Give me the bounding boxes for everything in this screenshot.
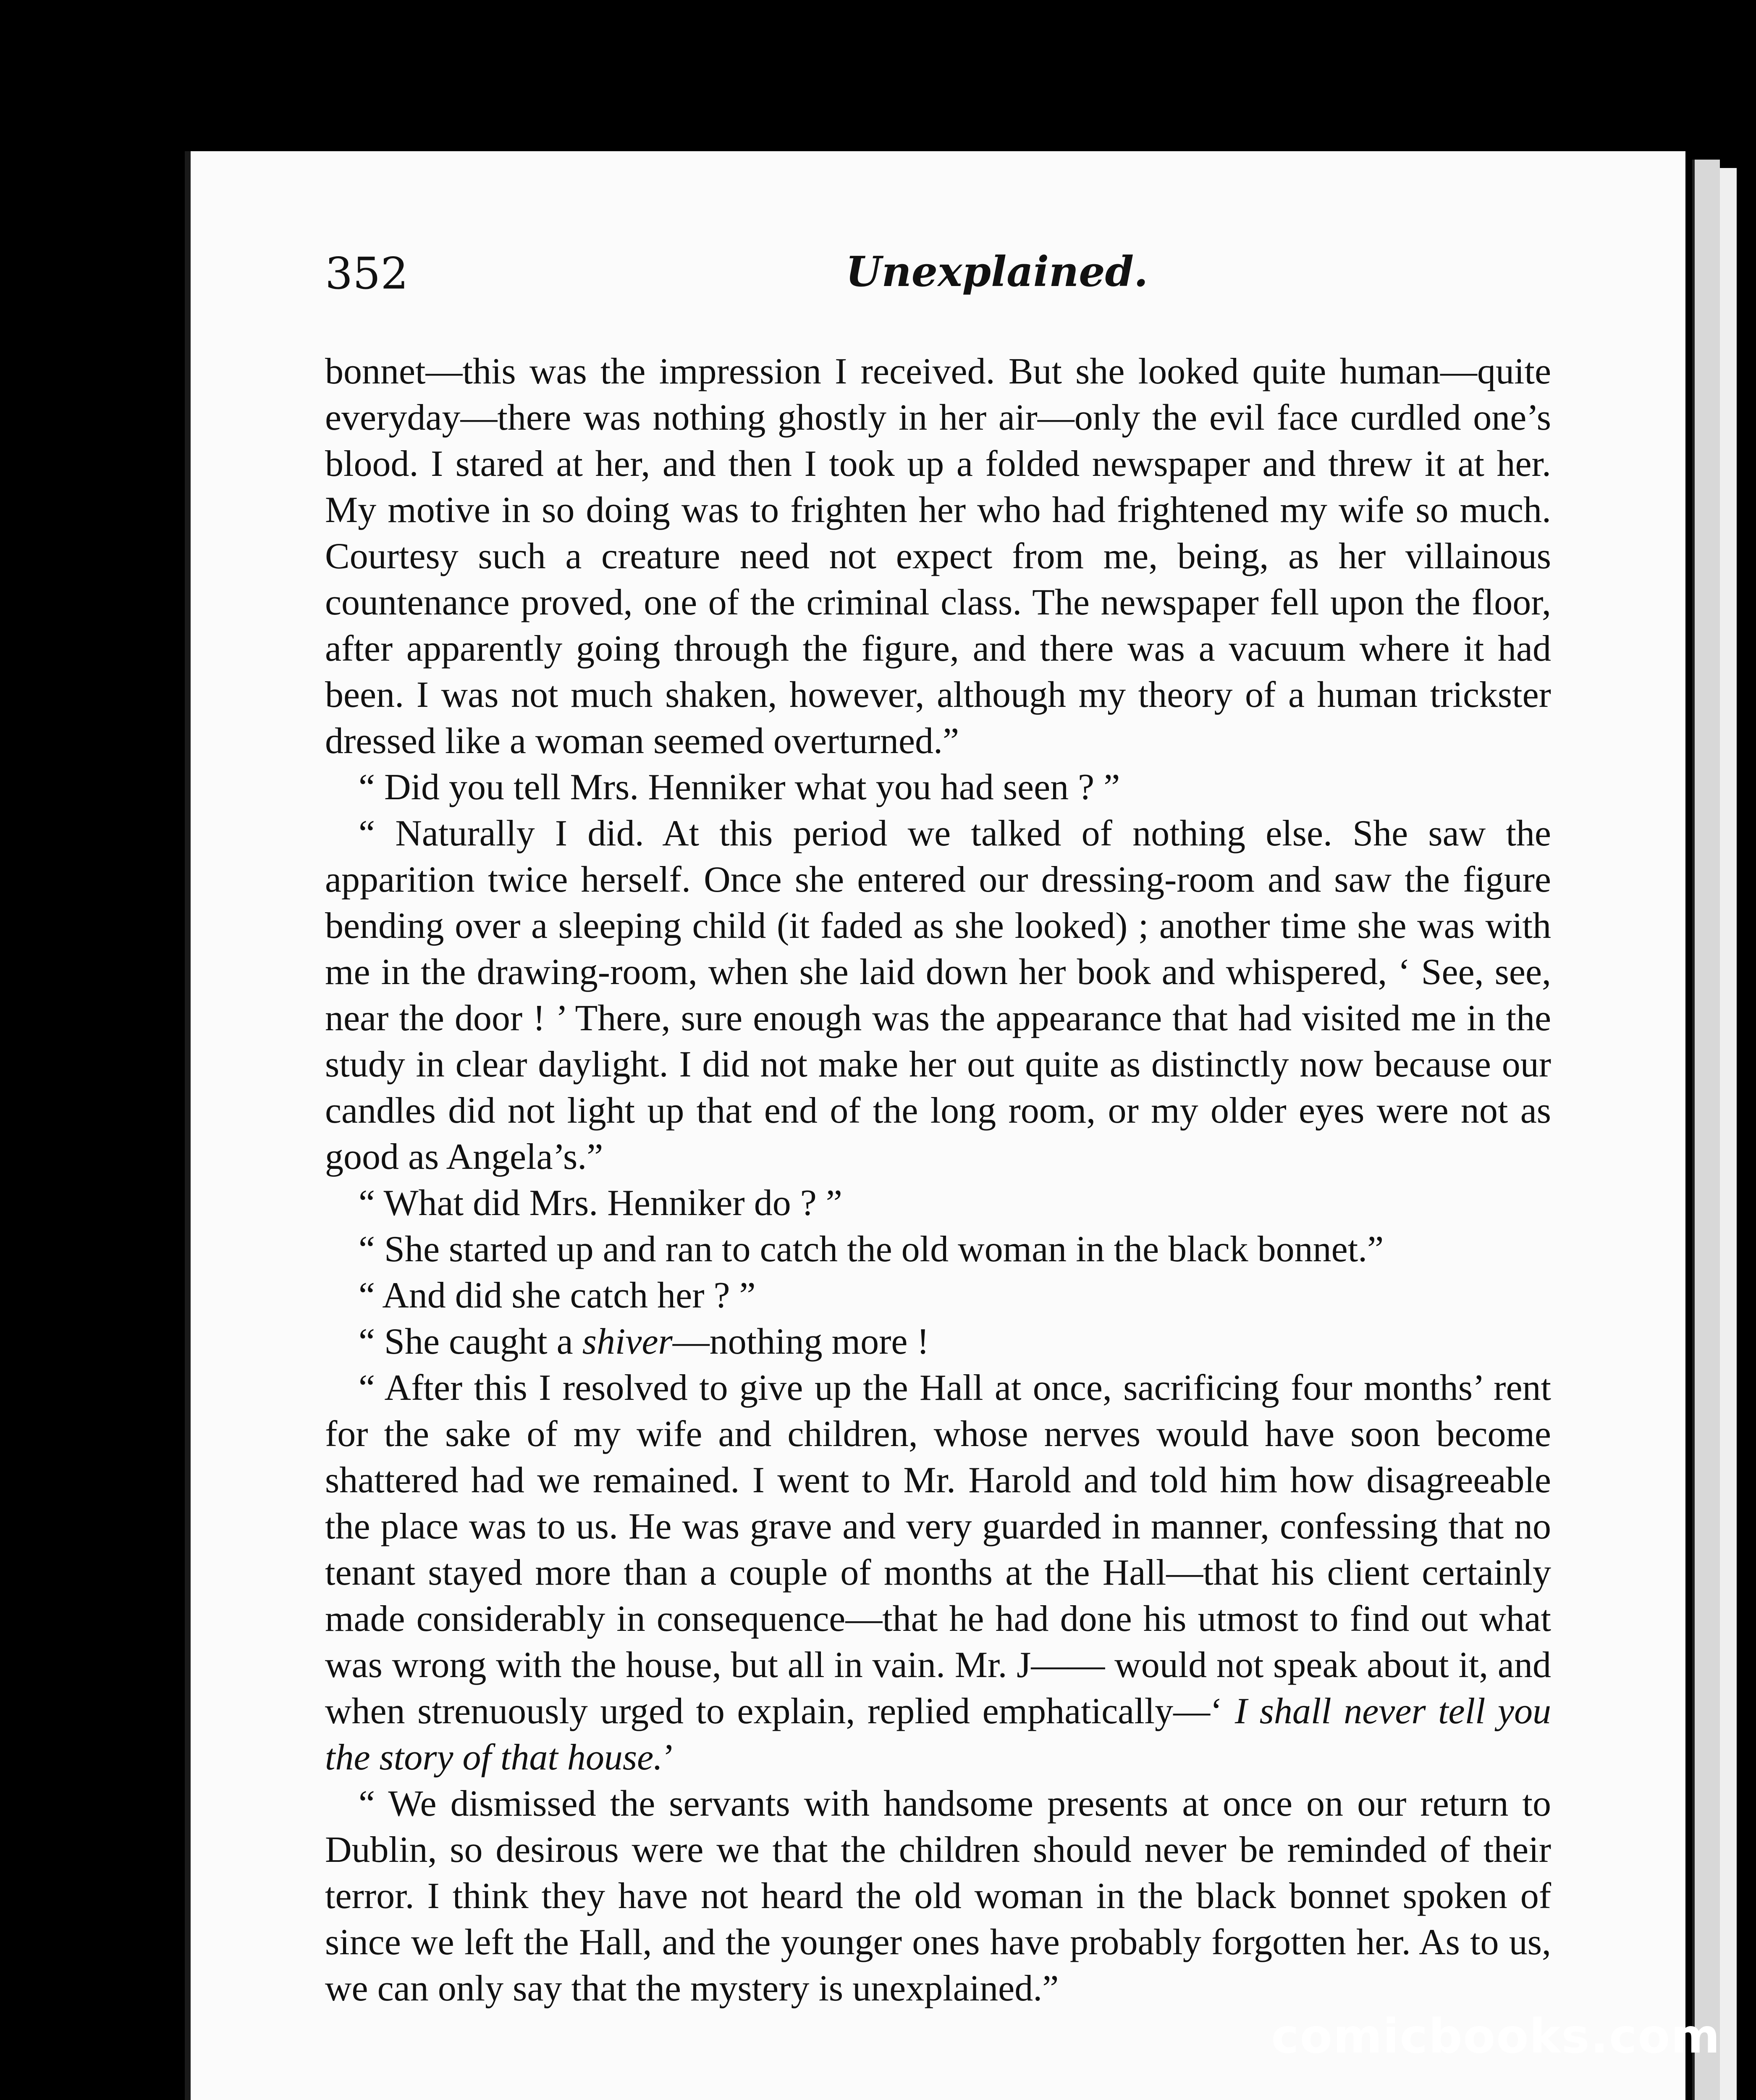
paragraph-text: “ Naturally I did. At this period we talked of nothing else. She saw the apparition twice herself. Once she entered our dressing-room and saw the figure bending over a sleeping child (it faded as she looked) ; another time she was with me in the drawing-room, when she laid down her book and whispered, ‘ See, see, near the door ! ’ There, sure enough was the appearance that had visited me in the study in clear daylight. I did not make her out quite as distinctly now because our candles did not light up that end of the long room, or my older eyes were not as good as Angela’s.” (325, 813, 1551, 1177)
paragraph-text: ’ (663, 1737, 675, 1778)
paragraph (325, 1319, 1551, 1365)
paragraph (325, 764, 1551, 811)
adjacent-page-edge (1692, 160, 1720, 2100)
adjacent-page-strip (1720, 168, 1737, 2100)
paragraph-text: “ She started up and ran to catch the old woman in the black bonnet.” (359, 1229, 1384, 1270)
paragraph (325, 1273, 1551, 1319)
paragraph (325, 349, 1551, 764)
paragraph-text: “ Did you tell Mrs. Henniker what you had seen ? ” (359, 767, 1120, 808)
paragraph (325, 811, 1551, 1180)
paragraph-text: “ What did Mrs. Henniker do ? ” (359, 1183, 842, 1223)
paragraph (325, 1365, 1551, 1781)
site-watermark: comicbooks.com (1271, 2009, 1721, 2064)
paragraph-text: bonnet—this was the impression I received. But she looked quite human—quite everyday—there was nothing ghostly in her air—only the evil face curdled one’s blood. I stared at her, and then I took up a folded newspaper and threw it at her. My motive in so doing was to frighten her who had frightened my wife so much. Courtesy such a creature need not expect from me, being, as her villainous countenance proved, one of the criminal class. The newspaper fell upon the floor, after apparently going through the figure, and there was a vacuum where it had been. I was not much shaken, however, although my theory of a human trickster dressed like a woman seemed overturned.” (325, 351, 1551, 761)
paragraph (325, 1180, 1551, 1226)
paragraph (325, 1226, 1551, 1273)
running-head (325, 248, 1551, 315)
italic-text: shiver (582, 1321, 673, 1362)
italic-text: I shall never tell you the story of that house. (325, 1691, 1551, 1778)
paragraph (325, 1781, 1551, 2012)
page-number: 352 (325, 248, 409, 299)
paragraph-text: “ After this I resolved to give up the Hall at once, sacrificing four months’ rent for the sake of my wife and children, whose nerves would have soon become shattered had we remained. I went to Mr. Harold and told him how disagreeable the place was to us. He was grave and very guarded in manner, confessing that no tenant stayed more than a couple of months at the Hall—that his client certainly made considerably in consequence—that he had done his utmost to find out what was wrong with the house, but all in vain. Mr. J—— would not speak about it, and when strenuously urged to explain, replied emphatically—‘ (325, 1368, 1551, 1732)
paragraph-text: “ And did she catch her ? ” (359, 1275, 756, 1316)
paragraph-text: “ We dismissed the servants with handsome presents at once on our return to Dublin, so desirous were we that the children should never be reminded of their terror. I think they have not heard the old woman in the black bonnet spoken of since we left the Hall, and the younger ones have probably forgotten her. As to us, we can only say that the mystery is unexplained.” (325, 1783, 1551, 2009)
paragraph-text: “ She caught a (359, 1321, 582, 1362)
book-page (185, 151, 1685, 2100)
running-title: Unexplained. (846, 248, 1148, 296)
body-text (325, 349, 1551, 2012)
paragraph-text: —nothing more ! (672, 1321, 929, 1362)
